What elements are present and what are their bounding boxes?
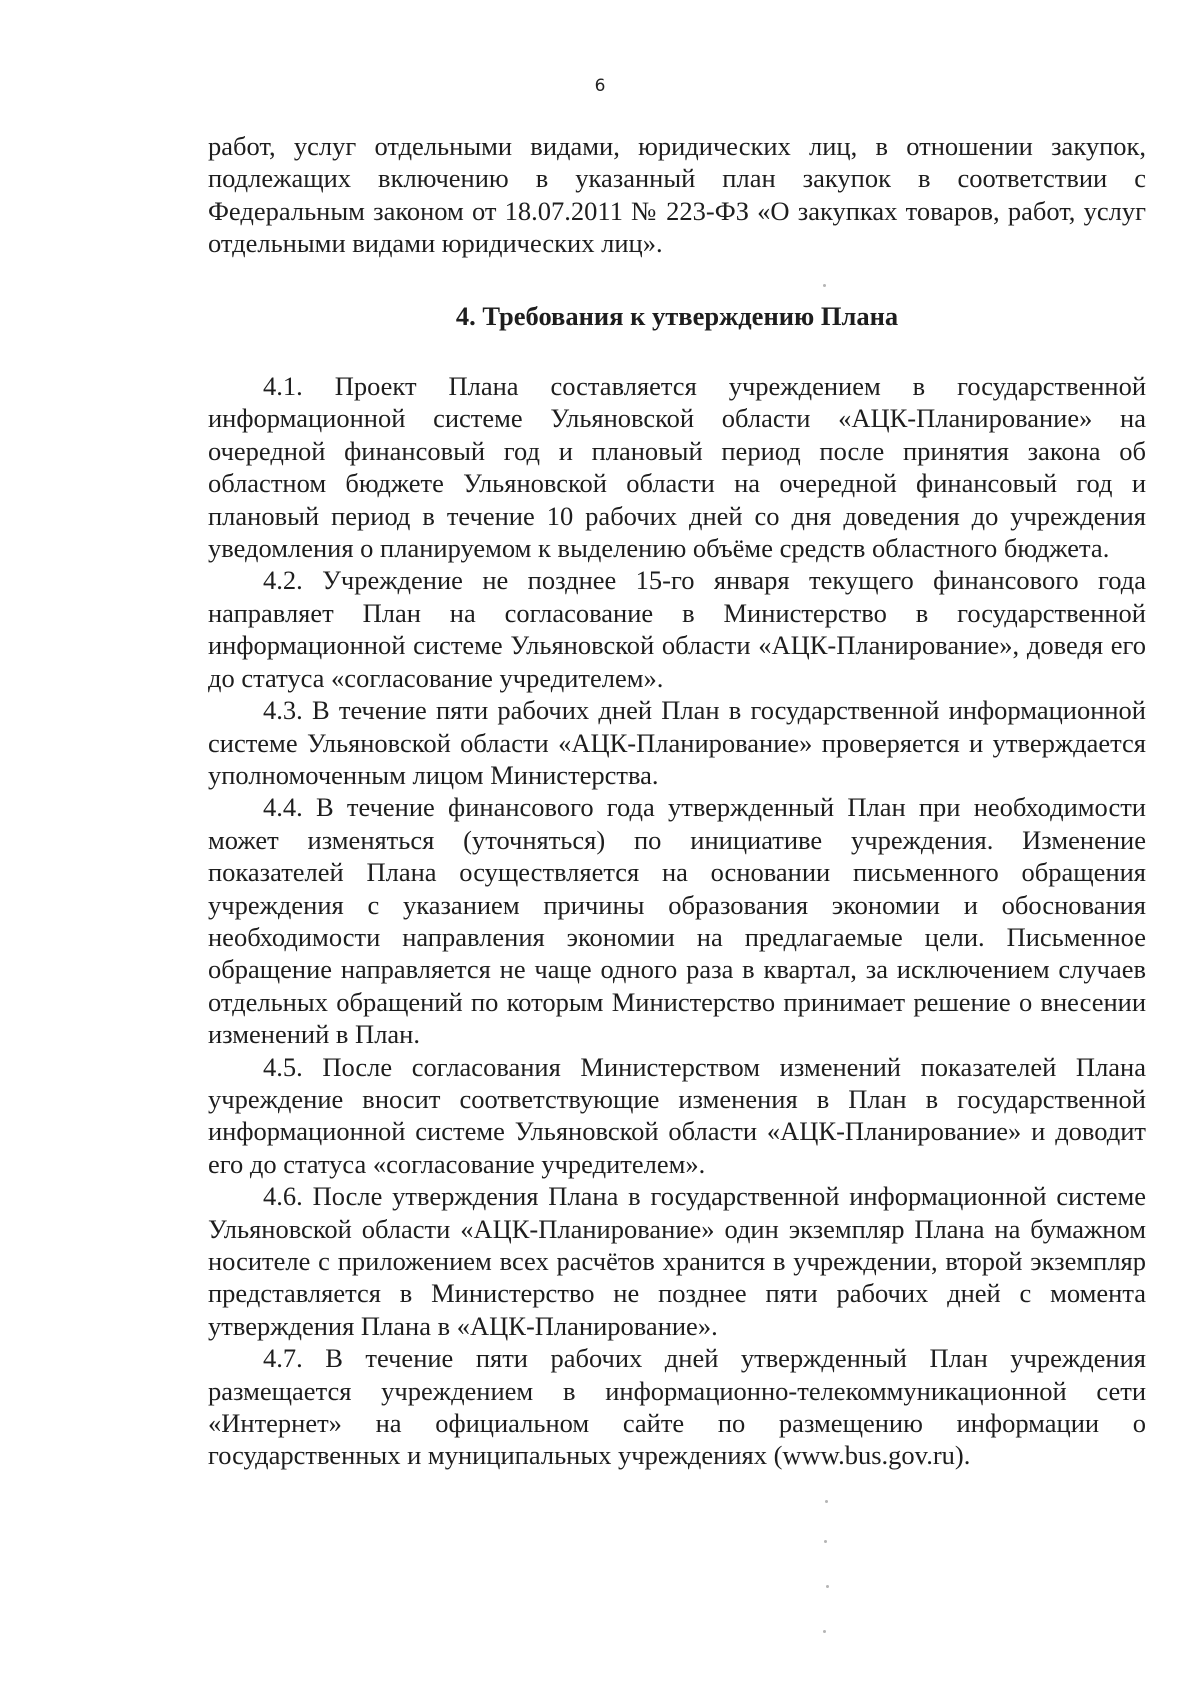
paragraph-4-5: 4.5. После согласования Министерством изменений показателей Плана учреждение вносит соответствующие изменения в План в государственной информационной системе Ульяновской области «АЦК-Планирование» и доводит его до статуса «согласование учредителем». xyxy=(208,1051,1146,1179)
paragraph-4-7: 4.7. В течение пяти рабочих дней утвержденный План учреждения размещается учреждением в информационно-телекоммуникационной сети «Интернет» на официальном сайте по размещению информации о государственных и муниципальных учреждениях (www.bus.gov.ru). xyxy=(208,1343,1146,1471)
scan-speck xyxy=(826,1585,829,1588)
paragraph-4-4: 4.4. В течение финансового года утвержденный План при необходимости может изменяться (уточняться) по инициативе учреждения. Изменение показателей Плана осуществляется на основании письменного обращения учреждения с указанием причины образования экономии и обоснования необходимости направления экономии на предлагаемые цели. Письменное обращение направляется не чаще одного раза в квартал, за исключением случаев отдельных обращений по которым Министерство принимает решение о внесении изменений в План. xyxy=(208,792,1146,1050)
paragraph-4-1: 4.1. Проект Плана составляется учреждением в государственной информационной системе Ульяновской области «АЦК-Планирование» на очередной финансовый год и плановый период после принятия закона об областном бюджете Ульяновской области на очередной финансовый год и плановый период в течение 10 рабочих дней со дня доведения до учреждения уведомления о планируемом к выделению объёме средств областного бюджета. xyxy=(208,371,1146,564)
scan-speck xyxy=(823,1630,826,1633)
paragraph-4-6: 4.6. После утверждения Плана в государственной информационной системе Ульяновской области «АЦК-Планирование» один экземпляр Плана на бумажном носителе с приложением всех расчётов хранится в учреждении, второй экземпляр представляется в Министерство не позднее пяти рабочих дней с момента утверждения Плана в «АЦК-Планирование». xyxy=(208,1181,1146,1341)
continuation-paragraph: работ, услуг отдельными видами, юридических лиц, в отношении закупок, подлежащих включению в указанный план закупок в соответствии с Федеральным законом от 18.07.2011 № 223-ФЗ «О закупках товаров, работ, услуг отдельными видами юридических лиц». xyxy=(208,131,1146,259)
document-body xyxy=(208,130,1146,1472)
paragraph-4-2: 4.2. Учреждение не позднее 15-го января текущего финансового года направляет План на согласование в Министерство в государственной информационной системе Ульяновской области «АЦК-Планирование», доведя его до статуса «согласование учредителем». xyxy=(208,565,1146,693)
page-number: 6 xyxy=(594,76,606,96)
scan-speck xyxy=(825,1500,828,1503)
paragraph-4-3: 4.3. В течение пяти рабочих дней План в государственной информационной системе Ульяновской области «АЦК-Планирование» проверяется и утверждается уполномоченным лицом Министерства. xyxy=(208,695,1146,790)
scan-speck xyxy=(824,1540,827,1543)
section-heading: 4. Требования к утверждению Плана xyxy=(455,300,899,331)
scan-speck xyxy=(823,284,826,287)
